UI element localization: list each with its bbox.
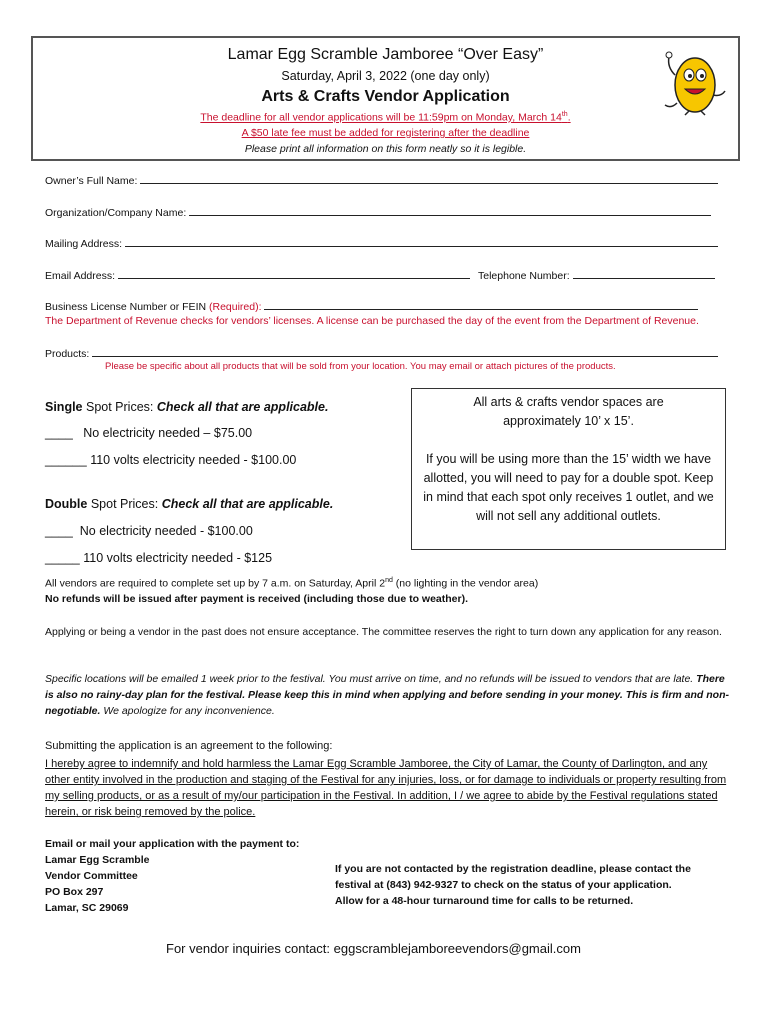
- products-field[interactable]: [45, 346, 718, 360]
- contact-status-note: If you are not contacted by the registration deadline, please contact the festival at (843) 942-9327 to check on the status of your application. Allow for a 48-hour turnaround time for calls to be returned.: [335, 863, 691, 907]
- event-title: Lamar Egg Scramble Jamboree “Over Easy”: [227, 46, 544, 63]
- mailing-line: PO Box 297: [45, 886, 104, 898]
- single-no-electricity-option[interactable]: ____ No electricity needed – $75.00: [45, 426, 253, 440]
- license-field[interactable]: [45, 299, 698, 313]
- double-spot-note: If you will be using more than the 15’ width we have allotted, you will need to pay for a double spot. Keep in mind that each spot only receives 1 outlet, and we will not sell any additional outlets.: [423, 452, 714, 523]
- products-note: Please be specific about all products that will be sold from your location. You may email or attach pictures of the products.: [105, 361, 616, 372]
- double-110v-option[interactable]: _____ 110 volts electricity needed - $125: [45, 551, 273, 565]
- refund-policy: No refunds will be issued after payment is received (including those due to weather).: [45, 593, 469, 605]
- telephone-label: Telephone Number:: [478, 270, 570, 282]
- products-label: Products:: [45, 348, 90, 360]
- mailing-line: Vendor Committee: [45, 870, 138, 882]
- vendor-inquiries-contact: For vendor inquiries contact: eggscramblejamboreevendors@gmail.com: [166, 941, 581, 956]
- license-note: The Department of Revenue checks for vendors’ licenses. A license can be purchased the day of the event from the Department of Revenue.: [45, 315, 699, 327]
- application-title: Arts & Crafts Vendor Application: [261, 88, 510, 105]
- print-instruction: Please print all information on this form neatly so it is legible.: [244, 143, 527, 155]
- event-date: Saturday, April 3, 2022 (one day only): [281, 69, 490, 83]
- single-110v-option[interactable]: ______ 110 volts electricity needed - $100.00: [45, 453, 297, 467]
- egg-mascot-icon: [655, 45, 730, 117]
- telephone-field[interactable]: [478, 268, 715, 282]
- organization-label: Organization/Company Name:: [45, 207, 187, 219]
- license-label: Business License Number or FEIN: [45, 301, 207, 313]
- mailing-address-block: [45, 836, 345, 916]
- mailing-address-field[interactable]: [45, 236, 718, 250]
- header-box: [31, 36, 740, 161]
- mailing-address-label: Mailing Address:: [45, 238, 123, 250]
- single-spot-heading: Single Spot Prices: Check all that are applicable.: [45, 400, 329, 414]
- setup-requirement: All vendors are required to complete set up by 7 a.m. on Saturday, April 2nd (no lighting in the vendor area): [45, 577, 539, 590]
- agreement-intro: Submitting the application is an agreement to the following:: [45, 740, 333, 752]
- late-fee-notice: A $50 late fee must be added for registering after the deadline: [241, 127, 530, 139]
- indemnity-agreement: I hereby agree to indemnify and hold harmless the Lamar Egg Scramble Jamboree, the City of Lamar, the County of Darlington, and any other entity involved in the production and staging of the Festival for any injuries, loss, or for damage to individuals or property resulting from my selling products, or as a result of my/our participation in the Festival. In addition, I / we agree to abide by the Festival regulations stated herein, or risk being removed by the police.: [45, 758, 727, 818]
- organization-field[interactable]: [45, 205, 711, 219]
- mailing-line: Lamar, SC 29069: [45, 902, 129, 914]
- space-notice-box: [411, 388, 726, 550]
- space-size-note: All arts & crafts vendor spaces are approximately 10’ x 15’.: [473, 395, 664, 428]
- acceptance-policy: Applying or being a vendor in the past does not ensure acceptance. The committee reserves the right to turn down any application for any reason.: [45, 626, 722, 638]
- email-field[interactable]: [45, 268, 470, 282]
- mailing-heading: Email or mail your application with the payment to:: [45, 838, 300, 850]
- deadline-notice: The deadline for all vendor applications will be 11:59pm on Monday, March 14th.: [200, 111, 571, 124]
- location-policy: Specific locations will be emailed 1 week prior to the festival. You must arrive on time, and no refunds will be issued to vendors that are late. There is also no rainy-day plan for the festival. Please keep this in mind when applying and before sending in your money. This is firm and non-negotiable. We apologize for any inconvenience.: [45, 673, 729, 717]
- owner-name-label: Owner’s Full Name:: [45, 175, 138, 187]
- email-label: Email Address:: [45, 270, 116, 282]
- license-required: (Required):: [209, 301, 262, 313]
- mailing-line: Lamar Egg Scramble: [45, 854, 150, 866]
- double-spot-heading: Double Spot Prices: Check all that are applicable.: [45, 497, 334, 511]
- owner-name-field[interactable]: [45, 173, 718, 187]
- double-no-electricity-option[interactable]: ____ No electricity needed - $100.00: [45, 524, 253, 538]
